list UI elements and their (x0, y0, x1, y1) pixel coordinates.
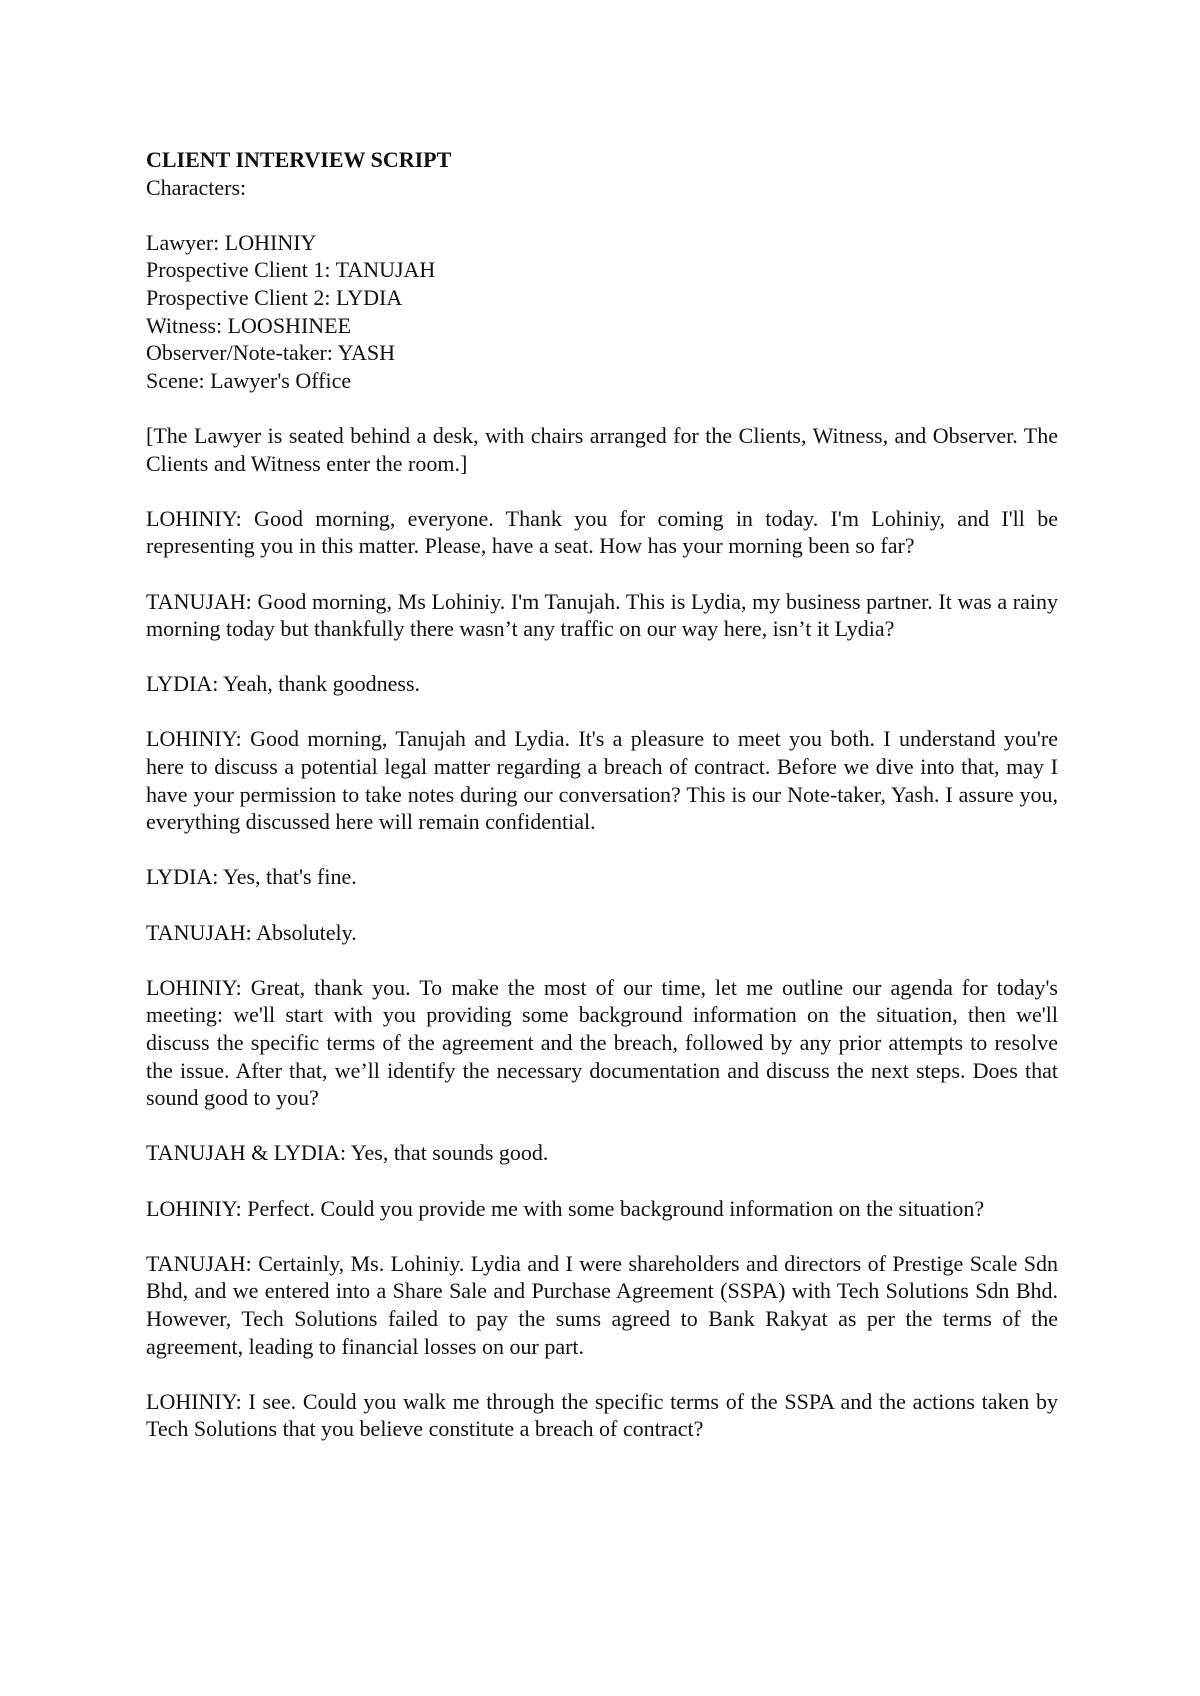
dialogue-line: LYDIA: Yes, that's fine. (146, 864, 357, 890)
stage-direction: [The Lawyer is seated behind a desk, with chairs arranged for the Clients, Witness, and Observer. The Clients and Witness enter the room.] (146, 422, 1058, 476)
dialogue-line: TANUJAH: Good morning, Ms Lohiniy. I'm Tanujah. This is Lydia, my business partner. It was a rainy morning today but thankfully there wasn’t any traffic on our way here, isn’t it Lydia? (146, 588, 1058, 642)
character-client-2: Prospective Client 2: LYDIA (146, 284, 403, 310)
characters-heading: Characters: (146, 174, 247, 200)
dialogue-line: LOHINIY: I see. Could you walk me through the specific terms of the SSPA and the actions taken by Tech Solutions that you believe constitute a breach of contract? (146, 1388, 1058, 1442)
dialogue-line: LYDIA: Yeah, thank goodness. (146, 671, 421, 697)
spacer (146, 394, 1058, 422)
dialogue-line: TANUJAH & LYDIA: Yes, that sounds good. (146, 1140, 549, 1166)
document-title: CLIENT INTERVIEW SCRIPT (146, 147, 452, 172)
dialogue-line: LOHINIY: Good morning, Tanujah and Lydia. It's a pleasure to meet you both. I understand you're here to discuss a potential legal matter regarding a breach of contract. Before we dive into that, may I have your permission to take notes during our conversation? This is our Note-taker, Yash. I assure you, everything discussed here will remain confidential. (146, 726, 1058, 835)
character-lawyer: Lawyer: LOHINIY (146, 229, 317, 255)
character-observer: Observer/Note-taker: YASH (146, 340, 396, 366)
dialogue-line: TANUJAH: Certainly, Ms. Lohiniy. Lydia and I were shareholders and directors of Prestige Scale Sdn Bhd, and we entered into a Share Sale and Purchase Agreement (SSPA) with Tech Solutions Sdn Bhd. However, Tech Solutions failed to pay the sums agreed to Bank Rakyat as per the terms of the agreement, leading to financial losses on our part. (146, 1250, 1058, 1359)
dialogue-line: LOHINIY: Good morning, everyone. Thank you for coming in today. I'm Lohiniy, and I'll be representing you in this matter. Please, have a seat. How has your morning been so far? (146, 505, 1058, 559)
scene-line: Scene: Lawyer's Office (146, 367, 352, 393)
dialogue-line: TANUJAH: Absolutely. (146, 919, 357, 945)
character-witness: Witness: LOOSHINEE (146, 312, 352, 338)
character-client-1: Prospective Client 1: TANUJAH (146, 257, 436, 283)
document-body (146, 146, 1058, 1443)
dialogue-line: LOHINIY: Perfect. Could you provide me with some background information on the situation? (146, 1195, 985, 1221)
dialogue-line: LOHINIY: Great, thank you. To make the most of our time, let me outline our agenda for today's meeting: we'll start with you providing some background information on the situation, then we'll discuss the specific terms of the agreement and the breach, followed by any prior attempts to resolve the issue. After that, we’ll identify the necessary documentation and discuss the next steps. Does that sound good to you? (146, 974, 1058, 1111)
spacer (146, 201, 1058, 229)
